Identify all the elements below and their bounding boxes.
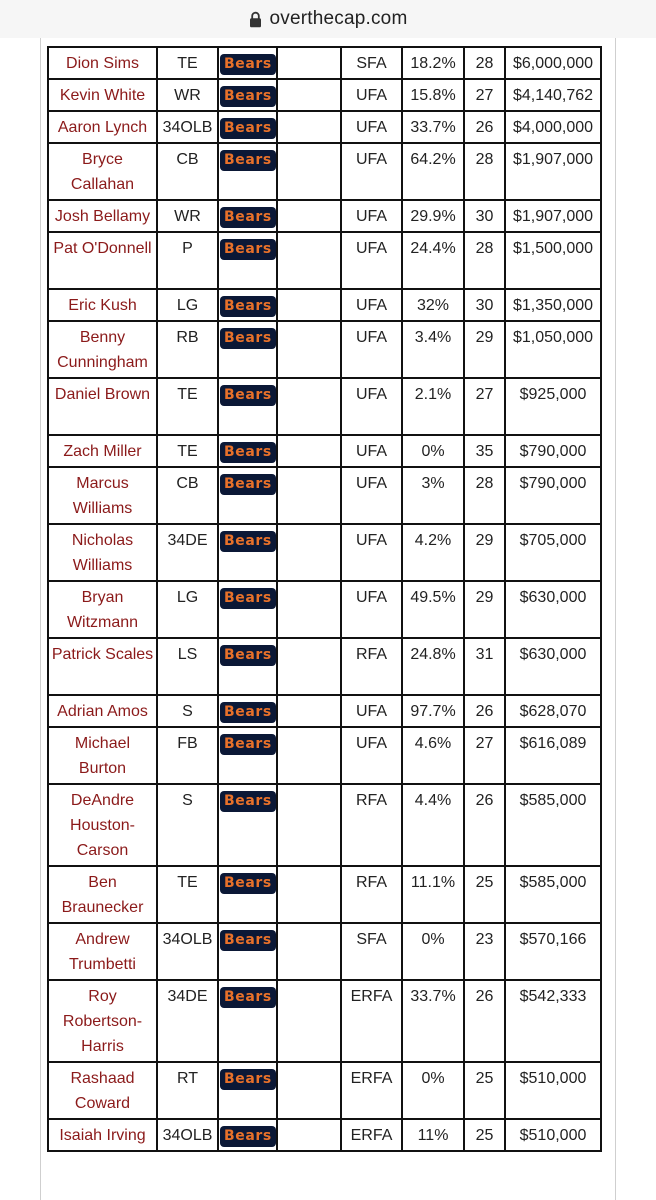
table-row <box>48 47 601 79</box>
team-badge[interactable]: Bears <box>220 531 276 552</box>
team-badge[interactable]: Bears <box>220 1126 276 1147</box>
age-cell: 25 <box>464 1119 505 1151</box>
age-cell: 26 <box>464 111 505 143</box>
player-name-link[interactable]: Pat O'Donnell <box>53 240 152 257</box>
age-cell: 30 <box>464 289 505 321</box>
player-name-link[interactable]: DeAndre Houston-Carson <box>70 792 135 859</box>
player-name-cell <box>48 923 157 980</box>
table-row <box>48 923 601 980</box>
team-badge[interactable]: Bears <box>220 328 276 349</box>
player-name-link[interactable]: Bryce Callahan <box>70 151 135 193</box>
position-cell: RB <box>157 321 218 378</box>
team-badge[interactable]: Bears <box>220 296 276 317</box>
age-cell: 28 <box>464 47 505 79</box>
team-badge[interactable]: Bears <box>220 54 276 75</box>
snap-pct-cell: 49.5% <box>402 581 464 638</box>
blank-cell <box>277 1119 341 1151</box>
table-row <box>48 232 601 289</box>
contract-value-cell: $4,000,000 <box>505 111 601 143</box>
contract-value-cell: $1,350,000 <box>505 289 601 321</box>
player-name-cell <box>48 581 157 638</box>
team-cell <box>218 111 277 143</box>
fa-type-cell: UFA <box>341 435 402 467</box>
team-cell <box>218 143 277 200</box>
blank-cell <box>277 289 341 321</box>
blank-cell <box>277 524 341 581</box>
player-name-link[interactable]: Patrick Scales <box>51 646 154 663</box>
team-cell <box>218 784 277 866</box>
player-name-link[interactable]: Marcus Williams <box>72 475 133 517</box>
snap-pct-cell: 3% <box>402 467 464 524</box>
player-name-link[interactable]: Dion Sims <box>66 55 139 72</box>
position-cell: CB <box>157 467 218 524</box>
age-cell: 26 <box>464 695 505 727</box>
player-name-link[interactable]: Kevin White <box>59 87 146 104</box>
player-name-link[interactable]: Rashaad Coward <box>70 1070 135 1112</box>
age-cell: 25 <box>464 1062 505 1119</box>
team-cell <box>218 435 277 467</box>
team-badge[interactable]: Bears <box>220 1069 276 1090</box>
table-row <box>48 866 601 923</box>
free-agents-table <box>47 46 602 1152</box>
contract-value-cell: $6,000,000 <box>505 47 601 79</box>
age-cell: 25 <box>464 866 505 923</box>
team-cell <box>218 232 277 289</box>
snap-pct-cell: 97.7% <box>402 695 464 727</box>
snap-pct-cell: 4.2% <box>402 524 464 581</box>
snap-pct-cell: 24.8% <box>402 638 464 695</box>
fa-type-cell: UFA <box>341 143 402 200</box>
url-text: overthecap.com <box>269 8 408 29</box>
fa-type-cell: SFA <box>341 47 402 79</box>
blank-cell <box>277 695 341 727</box>
age-cell: 28 <box>464 232 505 289</box>
snap-pct-cell: 11.1% <box>402 866 464 923</box>
fa-type-cell: UFA <box>341 79 402 111</box>
team-cell <box>218 638 277 695</box>
team-cell <box>218 378 277 435</box>
position-cell: FB <box>157 727 218 784</box>
age-cell: 26 <box>464 980 505 1062</box>
table-row <box>48 378 601 435</box>
player-name-cell <box>48 980 157 1062</box>
snap-pct-cell: 29.9% <box>402 200 464 232</box>
team-badge[interactable]: Bears <box>220 385 276 406</box>
fa-type-cell: SFA <box>341 923 402 980</box>
player-name-cell <box>48 1062 157 1119</box>
position-cell: 34OLB <box>157 923 218 980</box>
team-cell <box>218 866 277 923</box>
blank-cell <box>277 378 341 435</box>
contract-value-cell: $510,000 <box>505 1119 601 1151</box>
contract-value-cell: $585,000 <box>505 784 601 866</box>
fa-type-cell: UFA <box>341 289 402 321</box>
team-cell <box>218 695 277 727</box>
table-row <box>48 784 601 866</box>
snap-pct-cell: 4.4% <box>402 784 464 866</box>
snap-pct-cell: 4.6% <box>402 727 464 784</box>
team-badge[interactable]: Bears <box>220 86 276 107</box>
age-cell: 27 <box>464 727 505 784</box>
contract-value-cell: $705,000 <box>505 524 601 581</box>
fa-type-cell: UFA <box>341 232 402 289</box>
contract-value-cell: $570,166 <box>505 923 601 980</box>
blank-cell <box>277 232 341 289</box>
fa-type-cell: UFA <box>341 524 402 581</box>
player-name-link[interactable]: Daniel Brown <box>54 386 151 403</box>
fa-type-cell: ERFA <box>341 1062 402 1119</box>
position-cell: RT <box>157 1062 218 1119</box>
team-badge[interactable]: Bears <box>220 873 276 894</box>
team-badge[interactable]: Bears <box>220 239 276 260</box>
player-name-cell <box>48 467 157 524</box>
contract-value-cell: $1,500,000 <box>505 232 601 289</box>
player-name-link[interactable]: Adrian Amos <box>57 703 148 720</box>
age-cell: 29 <box>464 321 505 378</box>
table-row <box>48 143 601 200</box>
fa-type-cell: RFA <box>341 638 402 695</box>
player-name-cell <box>48 784 157 866</box>
contract-value-cell: $4,140,762 <box>505 79 601 111</box>
position-cell: 34DE <box>157 980 218 1062</box>
blank-cell <box>277 581 341 638</box>
content-border-right <box>615 38 616 1200</box>
player-name-link[interactable]: Ben Braunecker <box>61 874 144 916</box>
table-row <box>48 435 601 467</box>
age-cell: 27 <box>464 378 505 435</box>
fa-type-cell: UFA <box>341 200 402 232</box>
team-badge[interactable]: Bears <box>220 588 276 609</box>
snap-pct-cell: 32% <box>402 289 464 321</box>
blank-cell <box>277 923 341 980</box>
table-row <box>48 695 601 727</box>
team-badge[interactable]: Bears <box>220 734 276 755</box>
age-cell: 28 <box>464 143 505 200</box>
blank-cell <box>277 79 341 111</box>
blank-cell <box>277 1062 341 1119</box>
fa-type-cell: UFA <box>341 467 402 524</box>
blank-cell <box>277 467 341 524</box>
fa-type-cell: UFA <box>341 378 402 435</box>
player-name-link[interactable]: Nicholas Williams <box>71 532 134 574</box>
contract-value-cell: $1,050,000 <box>505 321 601 378</box>
snap-pct-cell: 33.7% <box>402 111 464 143</box>
address-bar[interactable] <box>0 0 656 38</box>
fa-type-cell: UFA <box>341 321 402 378</box>
position-cell: LG <box>157 289 218 321</box>
team-cell <box>218 467 277 524</box>
team-cell <box>218 923 277 980</box>
team-badge[interactable]: Bears <box>220 930 276 951</box>
player-name-link[interactable]: Andrew Trumbetti <box>69 931 136 973</box>
fa-type-cell: UFA <box>341 727 402 784</box>
player-name-link[interactable]: Aaron Lynch <box>57 119 148 136</box>
table-row <box>48 1119 601 1151</box>
position-cell: 34OLB <box>157 111 218 143</box>
fa-type-cell: ERFA <box>341 1119 402 1151</box>
blank-cell <box>277 111 341 143</box>
player-name-cell <box>48 1119 157 1151</box>
table-row <box>48 727 601 784</box>
team-badge[interactable]: Bears <box>220 207 276 228</box>
contract-value-cell: $616,089 <box>505 727 601 784</box>
player-name-cell <box>48 289 157 321</box>
contract-value-cell: $585,000 <box>505 866 601 923</box>
snap-pct-cell: 3.4% <box>402 321 464 378</box>
team-cell <box>218 581 277 638</box>
age-cell: 27 <box>464 79 505 111</box>
snap-pct-cell: 64.2% <box>402 143 464 200</box>
player-name-cell <box>48 143 157 200</box>
position-cell: S <box>157 784 218 866</box>
blank-cell <box>277 435 341 467</box>
table-row <box>48 638 601 695</box>
position-cell: S <box>157 695 218 727</box>
player-name-link[interactable]: Isaiah Irving <box>59 1127 146 1144</box>
team-badge[interactable]: Bears <box>220 645 276 666</box>
position-cell: 34OLB <box>157 1119 218 1151</box>
contract-value-cell: $1,907,000 <box>505 200 601 232</box>
team-cell <box>218 980 277 1062</box>
snap-pct-cell: 0% <box>402 1062 464 1119</box>
team-cell <box>218 200 277 232</box>
contract-value-cell: $542,333 <box>505 980 601 1062</box>
lock-icon <box>249 11 262 28</box>
team-badge[interactable]: Bears <box>220 442 276 463</box>
blank-cell <box>277 727 341 784</box>
position-cell: TE <box>157 378 218 435</box>
player-name-link[interactable]: Michael Burton <box>74 735 131 777</box>
age-cell: 31 <box>464 638 505 695</box>
contract-value-cell: $925,000 <box>505 378 601 435</box>
fa-type-cell: UFA <box>341 581 402 638</box>
table-row <box>48 524 601 581</box>
position-cell: CB <box>157 143 218 200</box>
team-cell <box>218 524 277 581</box>
snap-pct-cell: 0% <box>402 923 464 980</box>
contract-value-cell: $628,070 <box>505 695 601 727</box>
contract-value-cell: $790,000 <box>505 467 601 524</box>
age-cell: 30 <box>464 200 505 232</box>
player-name-cell <box>48 79 157 111</box>
player-name-cell <box>48 47 157 79</box>
snap-pct-cell: 24.4% <box>402 232 464 289</box>
position-cell: LG <box>157 581 218 638</box>
snap-pct-cell: 15.8% <box>402 79 464 111</box>
player-name-link[interactable]: Zach Miller <box>63 443 142 460</box>
team-cell <box>218 727 277 784</box>
blank-cell <box>277 638 341 695</box>
blank-cell <box>277 866 341 923</box>
snap-pct-cell: 18.2% <box>402 47 464 79</box>
fa-type-cell: RFA <box>341 866 402 923</box>
blank-cell <box>277 784 341 866</box>
age-cell: 28 <box>464 467 505 524</box>
position-cell: TE <box>157 47 218 79</box>
team-badge[interactable]: Bears <box>220 118 276 139</box>
player-name-cell <box>48 200 157 232</box>
position-cell: LS <box>157 638 218 695</box>
team-cell <box>218 321 277 378</box>
position-cell: TE <box>157 866 218 923</box>
player-name-cell <box>48 232 157 289</box>
age-cell: 35 <box>464 435 505 467</box>
player-name-link[interactable]: Roy Robertson-Harris <box>62 988 143 1055</box>
table-row <box>48 1062 601 1119</box>
player-name-cell <box>48 695 157 727</box>
player-name-cell <box>48 435 157 467</box>
age-cell: 26 <box>464 784 505 866</box>
snap-pct-cell: 11% <box>402 1119 464 1151</box>
team-cell <box>218 47 277 79</box>
player-name-cell <box>48 638 157 695</box>
player-name-cell <box>48 378 157 435</box>
player-name-cell <box>48 524 157 581</box>
contract-value-cell: $1,907,000 <box>505 143 601 200</box>
age-cell: 23 <box>464 923 505 980</box>
player-name-link[interactable]: Josh Bellamy <box>54 208 151 225</box>
page-content <box>0 38 656 1200</box>
position-cell: WR <box>157 79 218 111</box>
table-row <box>48 581 601 638</box>
team-cell <box>218 289 277 321</box>
age-cell: 29 <box>464 581 505 638</box>
blank-cell <box>277 47 341 79</box>
blank-cell <box>277 200 341 232</box>
contract-value-cell: $790,000 <box>505 435 601 467</box>
blank-cell <box>277 980 341 1062</box>
team-badge[interactable]: Bears <box>220 474 276 495</box>
player-name-cell <box>48 321 157 378</box>
team-badge[interactable]: Bears <box>220 791 276 812</box>
fa-type-cell: UFA <box>341 111 402 143</box>
table-row <box>48 111 601 143</box>
fa-type-cell: RFA <box>341 784 402 866</box>
content-border-left <box>40 38 41 1200</box>
fa-type-cell: UFA <box>341 695 402 727</box>
age-cell: 29 <box>464 524 505 581</box>
snap-pct-cell: 2.1% <box>402 378 464 435</box>
fa-type-cell: ERFA <box>341 980 402 1062</box>
contract-value-cell: $630,000 <box>505 638 601 695</box>
position-cell: P <box>157 232 218 289</box>
team-cell <box>218 1062 277 1119</box>
position-cell: 34DE <box>157 524 218 581</box>
player-name-link[interactable]: Benny Cunningham <box>57 329 148 371</box>
contract-value-cell: $510,000 <box>505 1062 601 1119</box>
player-name-cell <box>48 727 157 784</box>
player-name-cell <box>48 866 157 923</box>
team-badge[interactable]: Bears <box>220 987 276 1008</box>
table-row <box>48 321 601 378</box>
team-cell <box>218 79 277 111</box>
snap-pct-cell: 33.7% <box>402 980 464 1062</box>
player-name-link[interactable]: Bryan Witzmann <box>66 589 139 631</box>
team-badge[interactable]: Bears <box>220 150 276 171</box>
table-row <box>48 79 601 111</box>
blank-cell <box>277 143 341 200</box>
snap-pct-cell: 0% <box>402 435 464 467</box>
table-row <box>48 467 601 524</box>
team-badge[interactable]: Bears <box>220 702 276 723</box>
table-row <box>48 980 601 1062</box>
player-name-link[interactable]: Eric Kush <box>68 297 137 314</box>
table-row <box>48 200 601 232</box>
blank-cell <box>277 321 341 378</box>
table-row <box>48 289 601 321</box>
player-name-cell <box>48 111 157 143</box>
contract-value-cell: $630,000 <box>505 581 601 638</box>
team-cell <box>218 1119 277 1151</box>
position-cell: WR <box>157 200 218 232</box>
position-cell: TE <box>157 435 218 467</box>
